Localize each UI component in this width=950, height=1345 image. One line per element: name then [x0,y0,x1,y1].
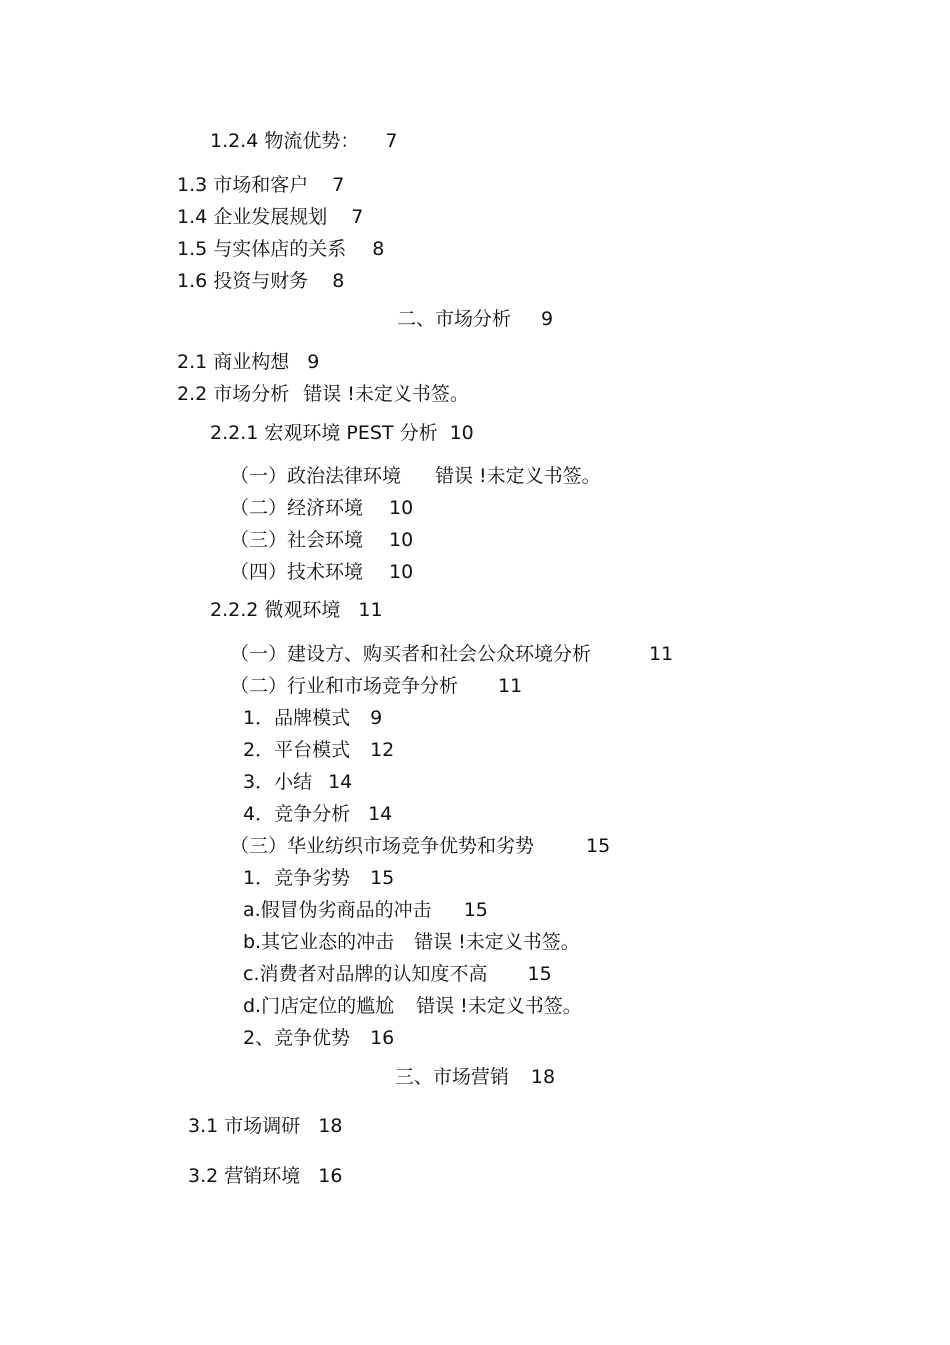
toc-entry[interactable] [243,962,552,986]
toc-entry-page: 7 [351,206,364,228]
toc-entry-page: 7 [332,174,345,196]
toc-entry[interactable] [243,994,582,1018]
toc-entry-title: 1.5 与实体店的关系 [177,238,347,260]
toc-entry-page: 11 [498,675,523,697]
toc-entry-title: 2.2.2 微观环境 [210,599,341,621]
toc-entry-page: 16 [318,1165,343,1187]
toc-entry-title: （四）技术环境 [230,561,364,583]
toc-entry[interactable] [177,382,469,406]
toc-chapter[interactable] [0,307,950,331]
toc-entry-page: 9 [540,308,554,330]
toc-entry-page: 18 [530,1066,556,1088]
toc-entry-title: 4．竞争分析 [243,803,351,825]
toc-entry-page: 10 [389,561,414,583]
toc-entry-page: 15 [370,867,395,889]
toc-entry[interactable] [177,173,344,197]
toc-entry-title: 2.2 市场分析 [177,383,290,405]
toc-entry-title: 2.2.1 宏观环境 PEST 分析 [210,422,438,444]
toc-entry-title: 2.1 商业构想 [177,351,290,373]
toc-entry[interactable] [243,1026,394,1050]
toc-entry-page: 错误 !未定义书签。 [416,995,582,1017]
toc-entry[interactable] [177,350,319,374]
toc-entry-page: 18 [318,1115,343,1137]
toc-entry-page: 错误 !未定义书签。 [435,465,601,487]
toc-entry-page: 10 [389,529,414,551]
toc-entry-title: 1.6 投资与财务 [177,270,309,292]
toc-entry-page: 10 [449,422,474,444]
toc-entry-title: 1．品牌模式 [243,707,351,729]
toc-entry-title: （三）社会环境 [230,529,364,551]
toc-entry-title: （三）华业纺织市场竞争优势和劣势 [230,835,535,857]
toc-entry-page: 14 [328,771,353,793]
toc-entry-page: 7 [385,130,398,152]
toc-entry-page: 9 [370,707,383,729]
toc-entry-title: 三、市场营销 [394,1066,509,1088]
toc-entry-title: c.消费者对品牌的认知度不高 [243,963,488,985]
toc-entry-page: 15 [527,963,552,985]
toc-entry[interactable] [230,528,413,552]
toc-entry-title: （一）建设方、购买者和社会公众环境分析 [230,643,592,665]
toc-entry-title: （二）行业和市场竞争分析 [230,675,459,697]
toc-entry-title: 二、市场分析 [396,308,511,330]
toc-entry-page: 11 [358,599,383,621]
toc-entry[interactable] [230,674,522,698]
toc-entry-page: 9 [307,351,320,373]
toc-entry[interactable] [188,1164,342,1188]
toc-entry-page: 10 [389,497,414,519]
toc-entry-title: d.门店定位的尴尬 [243,995,395,1017]
toc-entry-page: 15 [463,899,488,921]
toc-entry[interactable] [230,642,673,666]
toc-entry[interactable] [230,834,610,858]
toc-entry[interactable] [243,802,392,826]
toc-entry[interactable] [210,598,383,622]
toc-entry[interactable] [243,706,382,730]
toc-entry-page: 12 [370,739,395,761]
toc-entry-title: 1.2.4 物流优势： [210,130,360,152]
toc-entry[interactable] [177,237,384,261]
toc-entry-title: b.其它业态的冲击 [243,931,395,953]
toc-entry-page: 8 [332,270,345,292]
toc-entry-title: （一）政治法律环境 [230,465,402,487]
toc-chapter[interactable] [0,1065,950,1089]
toc-entry-page: 错误 !未定义书签。 [414,931,580,953]
toc-entry-page: 15 [586,835,611,857]
toc-entry-title: 3．小结 [243,771,313,793]
toc-entry-title: 1．竞争劣势 [243,867,351,889]
toc-entry[interactable] [188,1114,342,1138]
toc-entry-page: 14 [368,803,393,825]
toc-entry[interactable] [177,269,344,293]
toc-entry[interactable] [210,421,474,445]
toc-entry[interactable] [177,205,363,229]
toc-entry[interactable] [243,898,488,922]
toc-entry[interactable] [210,129,397,153]
toc-entry[interactable] [230,496,413,520]
toc-entry[interactable] [243,770,352,794]
toc-entry-title: 3.2 营销环境 [188,1165,301,1187]
toc-entry[interactable] [243,866,394,890]
toc-entry-page: 错误 !未定义书签。 [303,383,469,405]
toc-entry[interactable] [230,464,601,488]
toc-entry[interactable] [243,930,580,954]
toc-entry-title: 2、竞争优势 [243,1027,351,1049]
toc-entry-title: （二）经济环境 [230,497,364,519]
toc-entry-page: 11 [649,643,674,665]
toc-entry-title: 1.3 市场和客户 [177,174,309,196]
toc-entry[interactable] [230,560,413,584]
toc-entry-title: a.假冒伪劣商品的冲击 [243,899,432,921]
toc-entry-title: 2．平台模式 [243,739,351,761]
toc-entry[interactable] [243,738,394,762]
toc-entry-page: 16 [370,1027,395,1049]
toc-entry-page: 8 [372,238,385,260]
toc-entry-title: 3.1 市场调研 [188,1115,301,1137]
toc-entry-title: 1.4 企业发展规划 [177,206,328,228]
